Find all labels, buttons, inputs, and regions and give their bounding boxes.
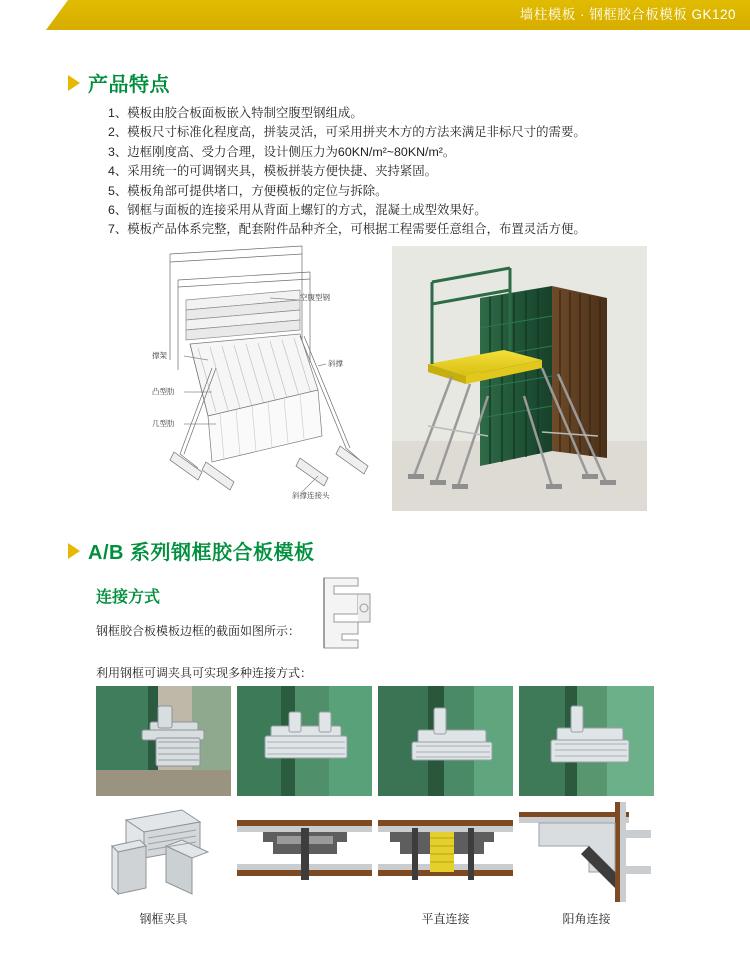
feature-list xyxy=(108,104,708,240)
caption-corner-joint: 阳角连接 xyxy=(562,912,611,926)
page-header xyxy=(0,0,750,30)
photo-strip xyxy=(96,686,654,796)
drawing-label: 斜撑连接头 xyxy=(292,491,330,500)
list-item: 4、采用统一的可调钢夹具，模板拼装方便快捷、夹持紧固。 xyxy=(108,164,438,179)
photo-clamp-1 xyxy=(96,686,231,796)
header-title: 墙柱模板 · 钢框胶合板模板 GK120 xyxy=(519,7,736,22)
photo-clamp-2-svg xyxy=(237,686,372,796)
header-notch-decoration xyxy=(0,0,46,30)
diagram-captions xyxy=(96,910,654,927)
diagram-corner-joint xyxy=(519,802,654,902)
product-render-image xyxy=(392,246,647,511)
photo-clamp-3 xyxy=(378,686,513,796)
diagram-steel-clamp xyxy=(96,802,231,902)
diagram-flat-joint-svg xyxy=(378,802,513,902)
diagram-blank xyxy=(237,802,372,902)
drawing-label: 几型肋 xyxy=(152,419,175,428)
drawing-label: 凸型肋 xyxy=(152,387,175,396)
subsection-title-connection: 连接方式 xyxy=(96,589,161,606)
technical-line-drawing xyxy=(150,240,380,515)
diagram-row xyxy=(96,802,654,902)
caption-steel-clamp: 钢框夹具 xyxy=(139,912,188,926)
formwork-line-drawing-svg xyxy=(150,240,380,515)
photo-clamp-4 xyxy=(519,686,654,796)
diagram-flat-joint-left-svg xyxy=(237,802,372,902)
photo-clamp-4-svg xyxy=(519,686,654,796)
diagram-steel-clamp-svg xyxy=(96,802,231,902)
drawing-label: 斜撑 xyxy=(328,359,343,368)
diagram-flat-joint xyxy=(378,802,513,902)
list-item: 3、边框刚度高、受力合理，设计侧压力为60KN/m²~80KN/m²。 xyxy=(108,144,456,159)
list-item: 7、模板产品体系完整，配套附件品种齐全，可根据工程需要任意组合，布置灵活方便。 xyxy=(108,222,586,237)
list-item: 5、模板角部可提供堵口，方便模板的定位与拆除。 xyxy=(108,183,388,198)
text-section-profile: 钢框胶合板模板边框的截面如图所示： xyxy=(96,624,301,638)
profile-svg xyxy=(318,574,382,652)
triangle-bullet-icon xyxy=(68,75,80,91)
section-heading-features xyxy=(68,68,170,97)
photo-clamp-3-svg xyxy=(378,686,513,796)
section-title-ab-series: A/B 系列钢框胶合板模板 xyxy=(88,542,315,564)
list-item: 2、模板尺寸标准化程度高，拼装灵活，可采用拼夹木方的方法来满足非标尺寸的需要。 xyxy=(108,125,586,140)
triangle-bullet-icon xyxy=(68,543,80,559)
section-heading-ab-series xyxy=(68,536,315,565)
caption-flat-joint: 平直连接 xyxy=(421,912,470,926)
text-clamp-methods: 利用钢框可调夹具可实现多种连接方式： xyxy=(96,666,313,680)
drawing-label: 空腹型钢 xyxy=(300,293,330,302)
profile-cross-section-drawing xyxy=(318,574,382,657)
render-svg xyxy=(392,246,647,511)
list-item: 1、模板由胶合板面板嵌入特制空腹型钢组成。 xyxy=(108,106,363,120)
diagram-corner-joint-svg xyxy=(519,802,654,902)
section-title-features: 产品特点 xyxy=(88,74,170,96)
list-item: 6、钢框与面板的连接采用从背面上螺钉的方式，混凝土成型效果好。 xyxy=(108,203,487,218)
photo-clamp-1-svg xyxy=(96,686,231,796)
photo-clamp-2 xyxy=(237,686,372,796)
caption-blank xyxy=(237,910,372,927)
drawing-label: 撑架 xyxy=(152,351,167,360)
